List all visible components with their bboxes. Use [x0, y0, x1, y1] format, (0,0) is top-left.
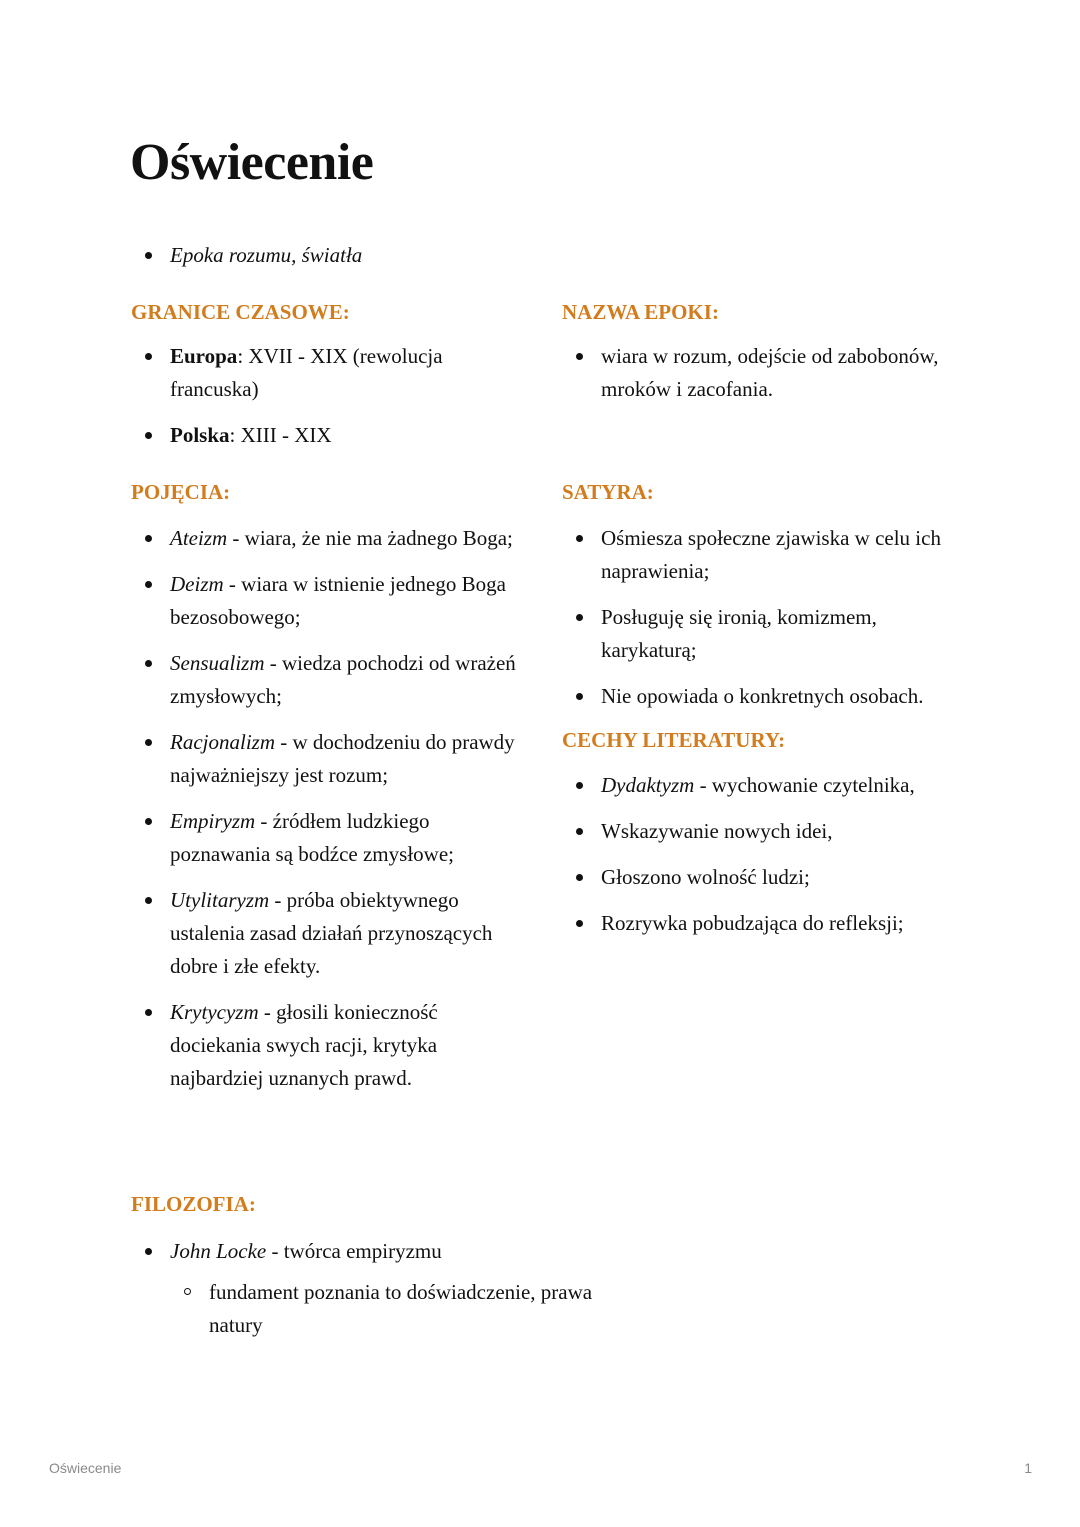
list-item: [131, 239, 551, 272]
item-text: wiara w rozum, odejście od zabobonów, mroków i zacofania.: [601, 344, 939, 401]
cechy-list: [562, 769, 962, 953]
list-item: [562, 861, 962, 894]
nazwa-list: [562, 340, 952, 419]
filozofia-list: [131, 1235, 611, 1355]
term: Dydaktyzm: [601, 773, 695, 797]
list-item: [562, 815, 962, 848]
list-item: [131, 419, 531, 452]
list-item: [562, 680, 952, 713]
item-text: Ośmiesza społeczne zjawiska w celu ich naprawienia;: [601, 526, 941, 583]
definition: - próba obiektywnego ustalenia zasad działań przynoszących dobre i złe efekty.: [170, 888, 493, 978]
section-heading-pojecia: POJĘCIA:: [131, 480, 231, 504]
term: Empiryzm: [170, 809, 256, 833]
list-item: [131, 884, 531, 983]
definition: - źródłem ludzkiego poznawania są bodźce zmysłowe;: [170, 809, 454, 866]
list-item: [131, 805, 531, 871]
item-text: : XIII - XIX: [229, 423, 332, 447]
item-label: Polska: [170, 423, 230, 447]
sub-list: [170, 1276, 611, 1342]
list-item: [131, 726, 531, 792]
term: John Locke: [170, 1239, 267, 1263]
list-item: [131, 568, 531, 634]
item-text: Rozrywka pobudzająca do refleksji;: [601, 911, 904, 935]
term: Ateizm: [170, 526, 228, 550]
pojecia-list: [131, 522, 531, 1108]
item-label: Europa: [170, 344, 238, 368]
list-item: [562, 769, 962, 802]
section-heading-satyra: SATYRA:: [562, 480, 654, 504]
section-heading-granice: GRANICE CZASOWE:: [131, 300, 350, 324]
list-item: [131, 1235, 611, 1342]
section-heading-filozofia: FILOZOFIA:: [131, 1192, 256, 1216]
item-text: - twórca empiryzmu: [266, 1239, 442, 1263]
satyra-list: [562, 522, 952, 726]
list-item: [562, 340, 952, 406]
item-text: Nie opowiada o konkretnych osobach.: [601, 684, 924, 708]
list-item: [131, 340, 531, 406]
term: Krytycyzm: [170, 1000, 259, 1024]
footer-title: Oświecenie: [49, 1460, 122, 1476]
item-text: Posługuję się ironią, komizmem, karykaturą;: [601, 605, 877, 662]
list-item: [562, 907, 962, 940]
sub-list-item: [170, 1276, 611, 1342]
intro-text: Epoka rozumu, światła: [170, 243, 363, 267]
item-text: Głoszono wolność ludzi;: [601, 865, 810, 889]
term: Racjonalizm: [170, 730, 275, 754]
definition: - wiara, że nie ma żadnego Boga;: [227, 526, 513, 550]
page-title: Oświecenie: [130, 134, 374, 191]
page-number: 1: [1024, 1460, 1032, 1476]
list-item: [562, 522, 952, 588]
definition: - głosili konieczność dociekania swych racji, krytyka najbardziej uznanych prawd.: [170, 1000, 438, 1090]
list-item: [131, 996, 531, 1095]
item-text: - wychowanie czytelnika,: [694, 773, 915, 797]
definition: - wiedza pochodzi od wrażeń zmysłowych;: [170, 651, 516, 708]
granice-list: [131, 340, 531, 465]
item-text: Wskazywanie nowych idei,: [601, 819, 833, 843]
term: Utylitaryzm: [170, 888, 270, 912]
section-heading-nazwa: NAZWA EPOKI:: [562, 300, 719, 324]
item-text: fundament poznania to doświadczenie, prawa natury: [209, 1280, 593, 1337]
definition: - wiara w istnienie jednego Boga bezosobowego;: [170, 572, 506, 629]
intro-list: [131, 239, 551, 285]
definition: - w dochodzeniu do prawdy najważniejszy jest rozum;: [170, 730, 515, 787]
section-heading-cechy: CECHY LITERATURY:: [562, 728, 786, 752]
list-item: [131, 522, 531, 555]
term: Deizm: [170, 572, 224, 596]
list-item: [562, 601, 952, 667]
list-item: [131, 647, 531, 713]
term: Sensualizm: [170, 651, 265, 675]
item-text: : XVII - XIX (rewolucja francuska): [170, 344, 443, 401]
